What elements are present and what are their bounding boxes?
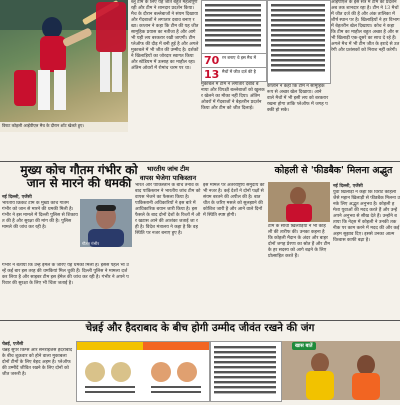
gambhir-headline-line2: जान से मारने की धमकी <box>26 176 132 191</box>
kohli-body-text-1: युवा खिलाड़ी ने कहा कि विराट कोहली जैसे महान खिलाड़ी से फीडबैक मिलना उनके लिए अद्भुत अनुभव है। कोहली हमेशा युवाओं की मदद करते हैं और उन्हें अपने अनुभव से सीख देते हैं। उन्होंने बताया कि नेट्स में कोहली ने उनकी तकनीक पर काम करने में मदद की और कई अहम सुझाव दिए। इससे उनका आत्मविश्वास काफी बढ़ा है। <box>333 190 400 243</box>
badge-label: खास बातें <box>292 342 316 350</box>
section-divider-2 <box>0 320 400 321</box>
score-box-70 <box>201 53 267 68</box>
gambhir-headline-line1: मुख्य कोच गौतम गंभीर को <box>20 163 138 177</box>
gambhir-dateline: नई दिल्ली, एजेंसी <box>2 195 32 200</box>
stats-list-right <box>267 0 331 84</box>
gambhir-photo <box>80 199 132 247</box>
kohli-body-text-2: टीम के साथी खिलाड़ियों ने भी कोहली की तारीफ की। उनका कहना है कि कोहली मैदान के अंदर और बाहर दोनों जगह प्रेरणा का स्रोत हैं और टीम के हर सदस्य को आगे बढ़ने के लिए प्रोत्साहित करते हैं। <box>268 224 330 259</box>
kohli-photo <box>268 182 330 222</box>
gambhir-body-text-2: गंभीर ने बताया कि उन्हें ईमेल के जरिए यह धमकी मिली है। इससे पहले भी उन्हें कई बार इस तरह की धमकियां मिल चुकी हैं। दिल्ली पुलिस ने मामला दर्ज कर लिया है और साइबर टीम इस ईमेल की जांच कर रही है। गंभीर ने अपने परिवार की सुरक्षा के लिए भी चिंता जताई है। <box>2 263 129 286</box>
team-stats-box <box>210 341 282 402</box>
kohli-dateline: नई दिल्ली, एजेंसी <box>333 184 363 189</box>
team-lineup-box <box>76 341 210 402</box>
chennai-headline: चेन्नई और हैदराबाद के बीच होगी उम्मीद जीवंत रखने की जंग <box>85 322 315 334</box>
pak-team-headline <box>135 164 201 182</box>
body-text-col2: मुकाबले में टीम ने लगातार दबाव बनाया और विपक्षी बल्लेबाजों को खुलकर खेलने का मौका नहीं दिया। अंतिम ओवरों में गेंदबाजों ने बेहतरीन प्रदर्शन किया और टीम को जीत दिलाई। <box>201 82 265 111</box>
cricket-photo <box>0 0 128 122</box>
score-box-13 <box>201 67 267 82</box>
stats-list <box>201 0 267 54</box>
chennai-body-text: चेन्नई सुपर किंग्स और सनराइजर्स हैदराबाद के बीच शुक्रवार को होने वाला मुकाबला दोनों टीमों के लिए बेहद अहम है। प्लेऑफ की उम्मीदें जीवित रखने के लिए दोनों को जीत जरूरी है। <box>2 348 73 377</box>
score-70-text: रन बनाए थे इस मैच में <box>222 55 257 60</box>
kohli-headline: कोहली से 'फीडबैक' मिलना अद्भुत <box>274 165 393 176</box>
pak-team-headline-line1: भारतीय जांच टीम <box>146 165 190 173</box>
pak-team-body-text-2: इस मामले पर अंतरराष्ट्रीय समुदाय की भी नजर है। कई देशों ने दोनों पक्षों से संयम बरतने की अपील की है। बातचीत के जरिए मसले को सुलझाने की कोशिश जारी है और आने वाले दिनों में स्थिति स्पष्ट होगी। <box>203 183 265 218</box>
pak-team-body-text: भारत और पाकिस्तान के बीच तनाव के बाद पाकिस्तान ने भारतीय जांच टीम को वापस भेजने का फैसला किया है। पाकिस्तानी अधिकारियों ने इस बारे में आधिकारिक बयान जारी किया है। इस फैसले के बाद दोनों देशों के रिश्तों में और खटास आने की आशंका जताई जा रही है। विदेश मंत्रालय ने कहा है कि वह स्थिति पर नजर बनाए हुए है। <box>135 183 201 236</box>
body-text-col4: आईपीएल के इस सत्र में टीम का प्रदर्शन अब तक शानदार रहा है। टीम ने 13 मैचों में जीत दर्ज की है और अंक तालिका में शीर्ष स्थान पर है। खिलाड़ियों ने हर विभाग में बेहतरीन खेल दिखाया। कोच ने कहा कि टीम का माहौल बहुत अच्छा है और सभी खिलाड़ी एक-दूसरे का साथ दे रहे हैं। अगले मैच में भी टीम जीत के इरादे से उतरेगी और प्रशंसकों को निराश नहीं करेगी। <box>331 0 400 53</box>
score-70-number: 70 <box>204 54 220 67</box>
pak-team-headline-line2: वापस भेजेगा पाकिस्तान <box>139 174 197 182</box>
section-divider <box>0 161 400 162</box>
chennai-dateline: चेन्नई, एजेंसी <box>2 342 24 347</box>
score-13-text: मैचों में जीत दर्ज की है <box>222 69 256 74</box>
score-13-number: 13 <box>204 68 220 81</box>
body-text-col1: ब्लू टीम के लिए यह जीत बहुत महत्वपूर्ण रही और टीम ने शानदार प्रदर्शन किया। मैच के दौरान बल्लेबाजों ने संयम दिखाया और गेंदबाजों ने लगातार दबाव बनाए रखा। कप्तान ने कहा कि टीम की यह जीत सामूहिक प्रयास का नतीजा है और आगे भी यही लय बरकरार रखी जाएगी। टीम प्लेऑफ की दौड़ में बनी हुई है और अगले मुकाबले में भी जीत की उम्मीद है। दर्शकों ने खिलाड़ियों का जोरदार स्वागत किया और स्टेडियम में उत्साह का माहौल रहा। अंतिम ओवरों में रोमांच चरम पर था। <box>131 0 199 71</box>
gambhir-body-text-1: भारतीय क्रिकेट टीम के मुख्य कोच गौतम गंभीर को जान से मारने की धमकी मिली है। गंभीर ने इस मामले में दिल्ली पुलिस से शिकायत की है और सुरक्षा की मांग की है। पुलिस मामले की जांच कर रही है। <box>2 201 78 230</box>
body-text-col3: कप्तान ने कहा कि टीम ने सामूहिक रूप से अच्छा खेल दिखाया। आने वाले मैचों में भी इसी लय को बरकरार रखना होगा ताकि प्लेऑफ में जगह पक्की हो सके। <box>267 84 329 113</box>
photo-caption: विराट कोहली आईपीएल मैच के दौरान शॉट खेलते हुए। <box>0 122 128 132</box>
gambhir-photo-credit: गौतम गंभीर <box>82 241 99 246</box>
